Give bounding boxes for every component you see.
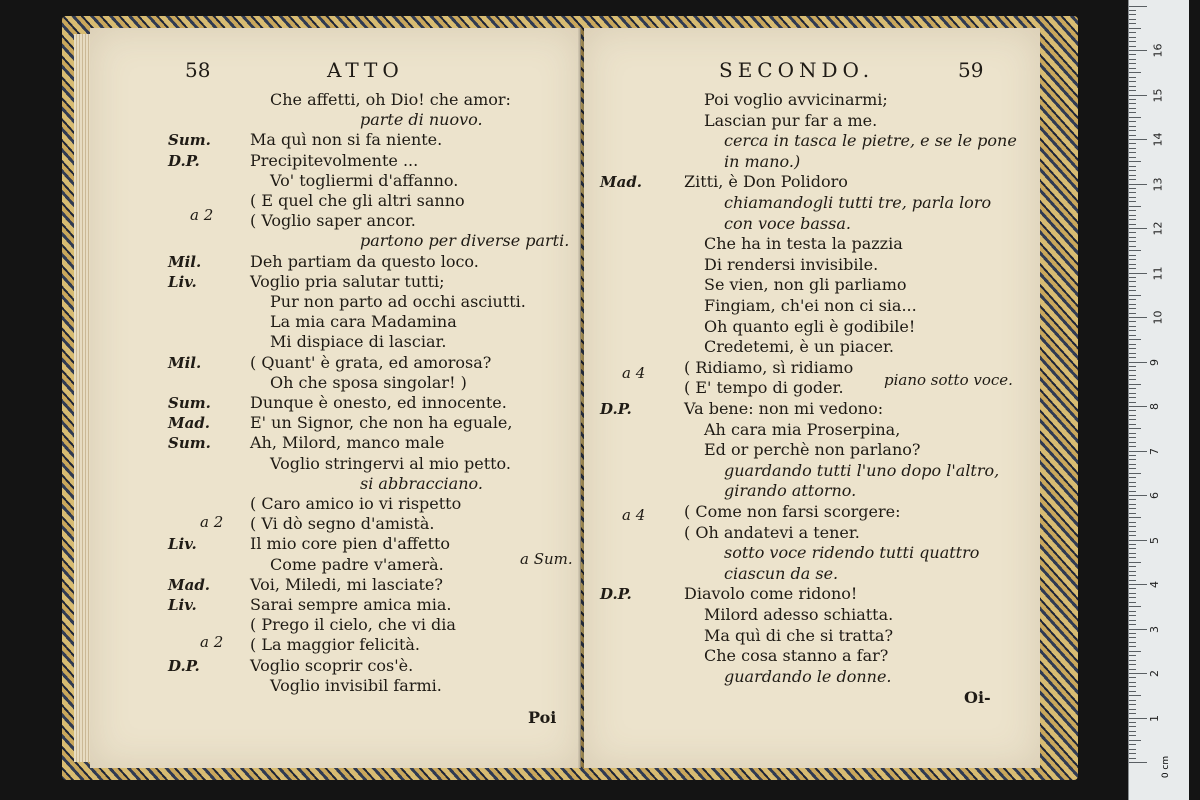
- ruler-tick: [1129, 112, 1136, 113]
- ruler-number: 9: [1148, 358, 1161, 366]
- verse-line: ( Caro amico io vi rispetto: [250, 494, 462, 513]
- ruler-tick: [1129, 313, 1136, 314]
- ruler-tick: [1129, 495, 1147, 496]
- ruler-tick: [1129, 317, 1147, 318]
- aside-direction: a Sum.: [520, 550, 573, 568]
- ruler-tick: [1129, 749, 1136, 750]
- ruler-tick: [1129, 517, 1141, 518]
- ruler-tick: [1129, 540, 1147, 541]
- ruler-tick: [1129, 259, 1136, 260]
- ruler-tick: [1129, 32, 1136, 33]
- ruler-number: 14: [1151, 132, 1165, 147]
- verse-line: Milord adesso schiatta.: [704, 605, 894, 624]
- verse-line: Dunque è onesto, ed innocente.: [250, 393, 507, 412]
- speaker-label: Mil.: [168, 252, 202, 271]
- ruler-tick: [1129, 277, 1136, 278]
- stage-direction: partono per diverse parti.: [360, 231, 570, 251]
- verse-line: Ma quì non si fa niente.: [250, 130, 443, 150]
- verse-line: ( Come non farsi scorgere:: [684, 502, 901, 521]
- speaker-label: Mad.: [168, 575, 211, 594]
- ruler-tick: [1129, 557, 1136, 558]
- ruler-tick: [1129, 428, 1141, 429]
- ruler-tick: [1129, 161, 1141, 162]
- catchword: Oi-: [964, 688, 991, 707]
- ruler-tick: [1129, 758, 1136, 759]
- ruler-tick: [1129, 63, 1136, 64]
- speaker-label: Mad.: [600, 173, 643, 192]
- stage-direction: ciascun da se.: [724, 563, 839, 583]
- ruler-tick: [1129, 695, 1141, 696]
- ruler-tick: [1129, 726, 1136, 727]
- verse-line: Che ha in testa la pazzia: [704, 234, 903, 254]
- verse-line: Oh che sposa singolar! ): [270, 372, 467, 392]
- ruler-tick: [1129, 59, 1136, 60]
- ruler-tick: [1129, 41, 1136, 42]
- speaker-label: Sum.: [168, 131, 211, 150]
- ruler-tick: [1129, 219, 1136, 220]
- verse-line: Voi, Miledi, mi lasciate?: [250, 574, 443, 594]
- speaker-label: Liv.: [168, 596, 197, 614]
- ruler-tick: [1129, 762, 1147, 763]
- ruler-tick: [1129, 718, 1147, 719]
- ruler-tick: [1129, 522, 1136, 523]
- ruler-tick: [1129, 268, 1136, 269]
- ruler-tick: [1129, 686, 1136, 687]
- ruler-tick: [1129, 286, 1136, 287]
- speaker-label: D.P.: [600, 585, 632, 604]
- ruler-tick: [1129, 379, 1136, 380]
- ruler-number: 11: [1151, 266, 1165, 280]
- ruler-tick: [1129, 210, 1136, 211]
- ruler-tick: [1129, 713, 1136, 714]
- ruler-tick: [1129, 375, 1136, 376]
- ruler-tick: [1129, 237, 1136, 238]
- ruler-tick: [1129, 228, 1147, 229]
- ruler-tick: [1129, 531, 1136, 532]
- verse-line: Pur non parto ad occhi asciutti.: [270, 292, 526, 311]
- ruler-unit: 0 cm: [1161, 755, 1172, 779]
- speaker-label: Sum.: [168, 434, 211, 453]
- ruler-tick: [1129, 23, 1136, 24]
- verse-line: Zitti, è Don Polidoro: [684, 172, 848, 192]
- ruler-tick: [1129, 28, 1141, 29]
- ruler-tick: [1129, 393, 1136, 394]
- measuring-ruler: [1128, 0, 1189, 800]
- ruler-tick: [1129, 459, 1136, 460]
- ruler-tick: [1129, 330, 1136, 331]
- ruler-tick: [1129, 192, 1136, 193]
- ruler-tick: [1129, 504, 1136, 505]
- ruler-tick: [1129, 188, 1136, 189]
- ruler-number: 8: [1148, 403, 1161, 410]
- ruler-tick: [1129, 682, 1136, 683]
- ruler-tick: [1129, 54, 1136, 55]
- stage-direction: si abbracciano.: [360, 473, 483, 493]
- ruler-tick: [1129, 700, 1136, 701]
- ensemble-label: a 4: [622, 506, 646, 524]
- ruler-tick: [1129, 584, 1147, 585]
- ruler-tick: [1129, 691, 1136, 692]
- verse-line: ( Vi dò segno d'amistà.: [250, 514, 435, 534]
- ruler-tick: [1129, 397, 1136, 398]
- ruler-tick: [1129, 197, 1136, 198]
- ruler-number: 3: [1148, 625, 1161, 633]
- stage-direction: guardando tutti l'uno dopo l'altro,: [724, 460, 1000, 480]
- ruler-tick: [1129, 477, 1136, 478]
- verse-line: ( Ridiamo, sì ridiamo: [684, 357, 854, 377]
- verse-line: Sarai sempre amica mia.: [250, 595, 452, 614]
- ruler-tick: [1129, 295, 1141, 296]
- ruler-tick: [1129, 321, 1136, 322]
- stage-direction: con voce bassa.: [724, 213, 851, 233]
- verse-line: Ah, Milord, manco male: [250, 433, 445, 453]
- ruler-tick: [1129, 437, 1136, 438]
- ruler-tick: [1129, 184, 1147, 185]
- ruler-tick: [1129, 673, 1147, 674]
- catchword: Poi: [528, 708, 557, 727]
- ruler-tick: [1129, 499, 1136, 500]
- ruler-tick: [1129, 660, 1136, 661]
- ruler-tick: [1129, 366, 1136, 367]
- ruler-tick: [1129, 121, 1136, 122]
- verse-line: Di rendersi invisibile.: [704, 254, 879, 274]
- ruler-tick: [1129, 677, 1136, 678]
- ruler-tick: [1129, 740, 1141, 741]
- ruler-tick: [1129, 620, 1136, 621]
- ruler-tick: [1129, 232, 1136, 233]
- ruler-tick: [1129, 68, 1136, 69]
- ruler-tick: [1129, 6, 1147, 7]
- ruler-tick: [1129, 624, 1136, 625]
- verse-line: Credetemi, è un piacer.: [704, 337, 894, 357]
- ruler-tick: [1129, 637, 1136, 638]
- page-header: ATTO: [327, 58, 404, 82]
- ruler-number: 13: [1151, 177, 1165, 191]
- ruler-tick: [1129, 152, 1136, 153]
- ruler-tick: [1129, 241, 1136, 242]
- verse-line: Il mio core pien d'affetto: [250, 534, 451, 554]
- verse-line: Che affetti, oh Dio! che amor:: [270, 90, 511, 109]
- ruler-tick: [1129, 735, 1136, 736]
- ruler-tick: [1129, 37, 1136, 38]
- ruler-tick: [1129, 99, 1136, 100]
- ruler-tick: [1129, 206, 1141, 207]
- ruler-tick: [1129, 335, 1136, 336]
- left-page: [90, 28, 581, 768]
- ruler-tick: [1129, 308, 1136, 309]
- page-number: 58: [185, 58, 211, 82]
- ruler-tick: [1129, 731, 1136, 732]
- verse-line: Precipitevolmente ...: [250, 150, 419, 170]
- ruler-tick: [1129, 388, 1136, 389]
- ensemble-label: a 2: [190, 206, 214, 224]
- ruler-tick: [1129, 548, 1136, 549]
- verse-line: Lascian pur far a me.: [704, 110, 878, 130]
- ruler-tick: [1129, 651, 1141, 652]
- ruler-tick: [1129, 571, 1136, 572]
- ruler-tick: [1129, 81, 1136, 82]
- ruler-tick: [1129, 642, 1136, 643]
- ruler-number: 4: [1148, 581, 1161, 588]
- ensemble-label: a 2: [200, 633, 224, 651]
- ruler-tick: [1129, 419, 1136, 420]
- ruler-tick: [1129, 46, 1136, 47]
- speaker-label: Liv.: [168, 535, 197, 554]
- ruler-tick: [1129, 646, 1136, 647]
- speaker-label: D.P.: [168, 656, 200, 675]
- ruler-tick: [1129, 170, 1136, 171]
- stage-direction: chiamandogli tutti tre, parla loro: [724, 193, 992, 212]
- verse-line: Va bene: non mi vedono:: [684, 399, 884, 418]
- verse-line: Diavolo come ridono!: [684, 584, 858, 604]
- ruler-tick: [1129, 406, 1147, 407]
- ruler-tick: [1129, 357, 1136, 358]
- ruler-tick: [1129, 304, 1136, 305]
- ruler-tick: [1129, 86, 1136, 87]
- page-number: 59: [958, 58, 984, 82]
- ruler-tick: [1129, 566, 1136, 567]
- ruler-tick: [1129, 553, 1136, 554]
- ruler-tick: [1129, 722, 1136, 723]
- ruler-tick: [1129, 744, 1136, 745]
- ruler-tick: [1129, 143, 1136, 144]
- ruler-tick: [1129, 290, 1136, 291]
- ruler-tick: [1129, 446, 1136, 447]
- ruler-tick: [1129, 90, 1136, 91]
- ruler-tick: [1129, 455, 1136, 456]
- verse-line: Deh partiam da questo loco.: [250, 251, 479, 271]
- ruler-tick: [1129, 486, 1136, 487]
- verse-line: Se vien, non gli parliamo: [704, 275, 907, 295]
- ruler-tick: [1129, 50, 1147, 51]
- speaker-label: Sum.: [168, 394, 211, 412]
- ruler-tick: [1129, 526, 1136, 527]
- ruler-tick: [1129, 606, 1141, 607]
- ruler-tick: [1129, 339, 1141, 340]
- ruler-tick: [1129, 491, 1136, 492]
- ruler-tick: [1129, 175, 1136, 176]
- verse-line: Ma quì di che si tratta?: [704, 625, 894, 645]
- ruler-tick: [1129, 709, 1136, 710]
- ruler-tick: [1129, 580, 1136, 581]
- ruler-tick: [1129, 126, 1136, 127]
- stage-direction: cerca in tasca le pietre, e se le pone: [724, 131, 1017, 151]
- verse-line: Voglio stringervi al mio petto.: [270, 453, 511, 473]
- speaker-label: D.P.: [600, 400, 632, 418]
- stage-direction: parte di nuovo.: [360, 110, 483, 130]
- verse-line: La mia cara Madamina: [270, 312, 457, 332]
- stage-direction: guardando le donne.: [724, 666, 892, 686]
- ruler-tick: [1129, 108, 1136, 109]
- ruler-number: 7: [1148, 447, 1161, 455]
- ruler-tick: [1129, 615, 1136, 616]
- ruler-tick: [1129, 575, 1136, 576]
- ruler-tick: [1129, 273, 1147, 274]
- ruler-tick: [1129, 255, 1136, 256]
- ruler-tick: [1129, 597, 1136, 598]
- ruler-tick: [1129, 370, 1136, 371]
- ruler-tick: [1129, 299, 1136, 300]
- verse-line: ( E quel che gli altri sanno: [250, 191, 465, 210]
- ruler-tick: [1129, 535, 1136, 536]
- stage-direction: sotto voce ridendo tutti quattro: [724, 543, 980, 563]
- verse-line: Mi dispiace di lasciar.: [270, 332, 447, 352]
- ruler-tick: [1129, 344, 1136, 345]
- ruler-tick: [1129, 264, 1136, 265]
- ruler-tick: [1129, 410, 1136, 411]
- stage-direction: girando attorno.: [724, 481, 857, 501]
- ruler-number: 2: [1148, 670, 1161, 677]
- ruler-tick: [1129, 424, 1136, 425]
- verse-line: Come padre v'amerà.: [270, 554, 444, 574]
- verse-line: Oh quanto egli è godibile!: [704, 316, 916, 336]
- ruler-number: 16: [1151, 43, 1165, 58]
- ruler-tick: [1129, 77, 1136, 78]
- verse-line: Che cosa stanno a far?: [704, 646, 889, 666]
- ensemble-label: a 2: [200, 513, 224, 531]
- ensemble-label: a 4: [622, 364, 646, 382]
- verse-line: Fingiam, ch'ei non ci sia...: [704, 296, 917, 315]
- ruler-tick: [1129, 544, 1136, 545]
- ruler-tick: [1129, 593, 1136, 594]
- ruler-tick: [1129, 442, 1136, 443]
- ruler-tick: [1129, 166, 1136, 167]
- verse-line: Voglio scoprir cos'è.: [250, 655, 414, 675]
- ruler-tick: [1129, 117, 1141, 118]
- ruler-tick: [1129, 482, 1136, 483]
- ruler-tick: [1129, 224, 1136, 225]
- verse-line: E' un Signor, che non ha eguale,: [250, 413, 513, 433]
- ruler-tick: [1129, 602, 1136, 603]
- ruler-tick: [1129, 95, 1147, 96]
- speaker-label: D.P.: [168, 151, 200, 170]
- ruler-tick: [1129, 473, 1141, 474]
- ruler-tick: [1129, 402, 1136, 403]
- ruler-tick: [1129, 72, 1141, 73]
- ruler-tick: [1129, 433, 1136, 434]
- ruler-tick: [1129, 633, 1136, 634]
- ruler-tick: [1129, 353, 1136, 354]
- ruler-tick: [1129, 468, 1136, 469]
- verse-line: ( La maggior felicità.: [250, 635, 421, 655]
- verse-line: Voglio pria salutar tutti;: [250, 271, 445, 291]
- ruler-tick: [1129, 669, 1136, 670]
- ruler-number: 6: [1148, 492, 1161, 499]
- ruler-tick: [1129, 384, 1141, 385]
- speaker-label: Mil.: [168, 353, 202, 372]
- ruler-tick: [1129, 508, 1136, 509]
- ruler-tick: [1129, 513, 1136, 514]
- ruler-tick: [1129, 704, 1136, 705]
- ruler-tick: [1129, 19, 1136, 20]
- ruler-tick: [1129, 103, 1136, 104]
- ruler-tick: [1129, 179, 1136, 180]
- ruler-tick: [1129, 362, 1147, 363]
- ruler-tick: [1129, 215, 1136, 216]
- speaker-label: Liv.: [168, 272, 197, 291]
- verse-line: ( Voglio saper ancor.: [250, 211, 416, 231]
- ruler-tick: [1129, 148, 1136, 149]
- ruler-number: 10: [1151, 310, 1165, 325]
- right-page: [584, 28, 1040, 768]
- ruler-number: 1: [1148, 714, 1161, 722]
- ruler-number: 15: [1151, 88, 1165, 102]
- verse-line: Poi voglio avvicinarmi;: [704, 90, 888, 109]
- ruler-tick: [1129, 157, 1136, 158]
- ruler-tick: [1129, 611, 1136, 612]
- ruler-tick: [1129, 588, 1136, 589]
- ruler-tick: [1129, 14, 1136, 15]
- verse-line: ( Oh andatevi a tener.: [684, 522, 860, 542]
- ruler-tick: [1129, 655, 1136, 656]
- verse-line: Vo' togliermi d'affanno.: [270, 170, 459, 190]
- verse-line: ( Prego il cielo, che vi dia: [250, 615, 456, 635]
- ruler-tick: [1129, 348, 1136, 349]
- ruler-number: 5: [1148, 536, 1161, 544]
- ruler-tick: [1129, 451, 1147, 452]
- ruler-tick: [1129, 415, 1136, 416]
- page-header: SECONDO.: [719, 58, 875, 82]
- ruler-tick: [1129, 130, 1136, 131]
- ruler-tick: [1129, 326, 1136, 327]
- ruler-tick: [1129, 135, 1136, 136]
- ruler-tick: [1129, 139, 1147, 140]
- verse-line: Ah cara mia Proserpina,: [704, 419, 901, 439]
- verse-line: Voglio invisibil farmi.: [270, 675, 442, 695]
- verse-line: Ed or perchè non parlano?: [704, 440, 921, 460]
- ruler-tick: [1129, 10, 1136, 11]
- ruler-number: 12: [1151, 221, 1165, 236]
- ruler-tick: [1129, 664, 1136, 665]
- ruler-tick: [1129, 562, 1141, 563]
- ruler-tick: [1129, 201, 1136, 202]
- ruler-tick: [1129, 753, 1136, 754]
- stage-direction: in mano.): [724, 151, 801, 171]
- verse-line: ( Quant' è grata, ed amorosa?: [250, 352, 492, 372]
- aside-direction: piano sotto voce.: [884, 371, 1013, 389]
- ruler-tick: [1129, 629, 1147, 630]
- verse-line: ( E' tempo di goder.: [684, 378, 844, 398]
- ruler-tick: [1129, 246, 1136, 247]
- ruler-tick: [1129, 250, 1141, 251]
- speaker-label: Mad.: [168, 414, 211, 433]
- ruler-tick: [1129, 464, 1136, 465]
- ruler-tick: [1129, 281, 1136, 282]
